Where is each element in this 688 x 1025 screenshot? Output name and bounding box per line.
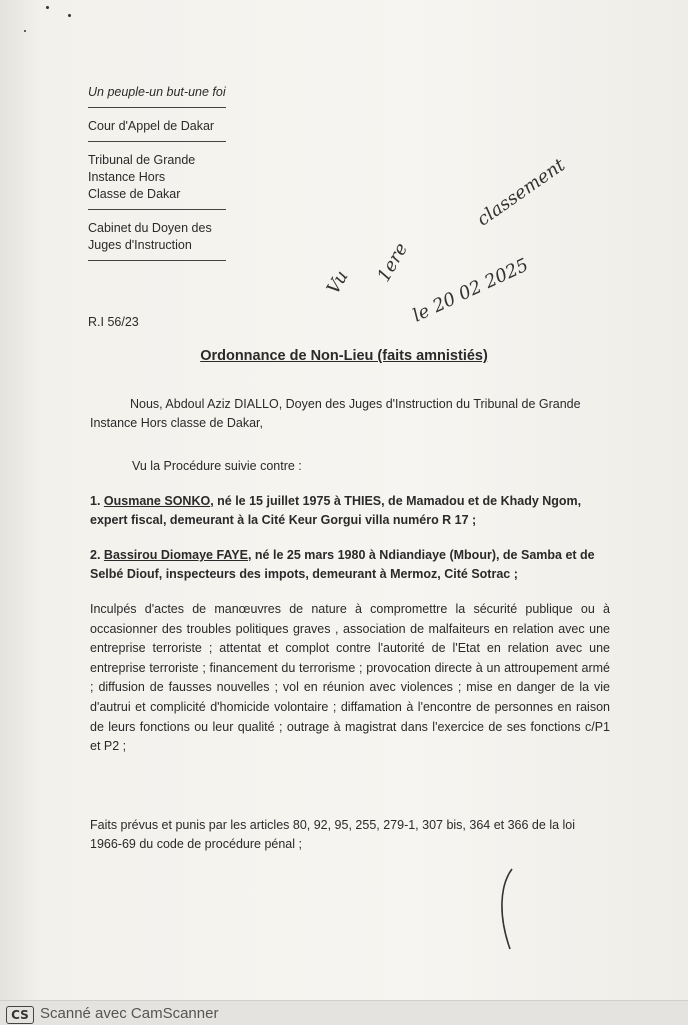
handwritten-date: le 20 02 2025 [409, 254, 532, 327]
defendant-entry [90, 546, 620, 584]
charges-paragraph: Inculpés d'actes de manœuvres de nature à compromettre la sécurité publique ou à occasionner des troubles politiques graves , association de malfaiteurs en relation avec une entreprise terroriste ; attentat et complot contre l'autorité de l'Etat en relation avec une entreprise terroriste ; financement du terrorisme ; provocation directe à un attroupement armé ; diffusion de fausses nouvelles ; vol en réunion avec violences ; mise en danger de la vie d'autrui et complicité d'homicide volontaire ; diffamation à l'encontre de personnes en raison de leurs fonctions ou leur qualité ; outrage à magistrat dans l'exercice de ses fonctions c/P1 et P2 ; [90, 602, 610, 754]
document-title: Ordonnance de Non-Lieu (faits amnistiés) [200, 348, 488, 364]
court-of-appeal: Cour d'Appel de Dakar [88, 119, 215, 133]
tribunal-line: Instance Hors [88, 170, 166, 184]
scan-speck [46, 6, 49, 9]
cabinet-line: Cabinet du Doyen des [88, 221, 212, 235]
camscanner-logo: CS [6, 1006, 34, 1024]
divider [88, 107, 226, 108]
intro-paragraph: Nous, Abdoul Aziz DIALLO, Doyen des Juges d'Instruction du Tribunal de Grande Instance Hors classe de Dakar, [90, 397, 581, 430]
scanner-watermark: Scanné avec CamScanner [40, 1005, 219, 1022]
scan-speck [68, 14, 71, 17]
divider [88, 260, 226, 261]
handwritten-vu: Vu [322, 267, 353, 298]
defendant-name: Bassirou Diomaye FAYE [103, 548, 248, 562]
pen-stroke [480, 865, 520, 955]
motto: Un peuple-un but-une foi [88, 85, 226, 99]
tribunal-line: Tribunal de Grande [88, 153, 196, 167]
procedure-heading: Vu la Procédure suivie contre : [132, 459, 302, 473]
handwritten-word: classement [473, 154, 570, 231]
scan-speck [24, 30, 26, 32]
case-reference: R.I 56/23 [88, 315, 139, 329]
legal-basis-paragraph: Faits prévus et punis par les articles 80, 92, 95, 255, 279-1, 307 bis, 364 et 366 de la loi 1966-69 du code de procédure pénal ; [90, 818, 576, 851]
defendant-name: Ousmane SONKO [103, 494, 211, 508]
scanner-footer [0, 1000, 688, 1025]
defendant-details: , né le 25 mars 1980 à Ndiandiaye (Mbour), de Samba et de Selbé Diouf, inspecteurs des impots, demeurant à Mermoz, Cité Sotrac ; [90, 548, 595, 581]
defendant-details: , né le 15 juillet 1975 à THIES, de Mamadou et de Khady Ngom, expert fiscal, demeurant à la Cité Keur Gorgui villa numéro R 17 ; [90, 494, 582, 527]
handwritten-ordinal: 1ere [373, 239, 413, 286]
defendant-entry [90, 492, 620, 530]
letterhead [88, 84, 248, 271]
divider [88, 141, 226, 142]
entry-number: 1. [90, 494, 101, 508]
handwritten-annotation [320, 154, 630, 360]
cabinet-line: Juges d'Instruction [88, 238, 192, 252]
divider [88, 209, 226, 210]
entry-number: 2. [90, 548, 101, 562]
tribunal-line: Classe de Dakar [88, 187, 181, 201]
